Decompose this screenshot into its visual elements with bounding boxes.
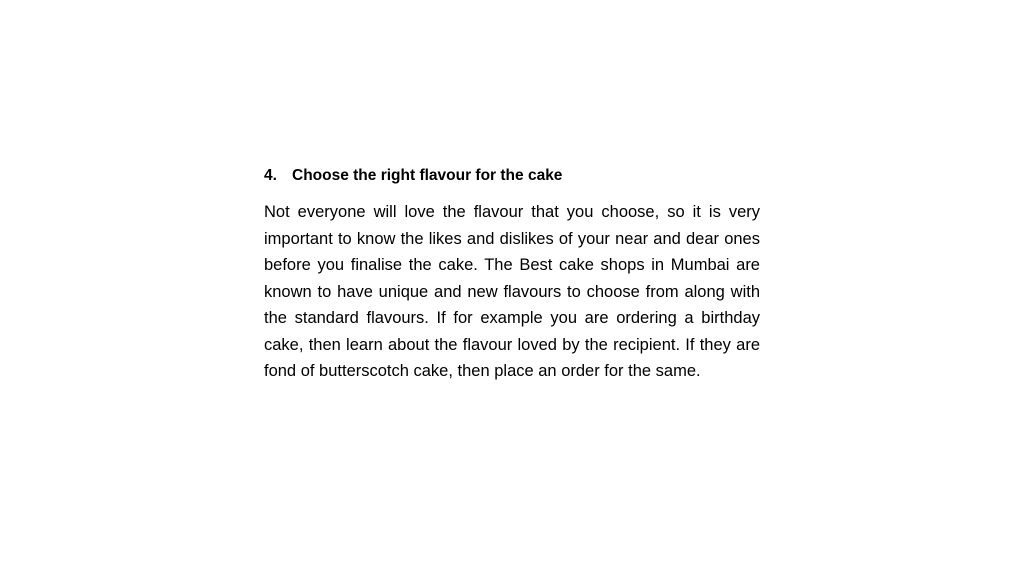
section-number: 4. — [264, 167, 277, 184]
section-paragraph: Not everyone will love the flavour that you choose, so it is very important to know the likes and dislikes of your near and dear ones before you finalise the cake. The Best cake shops in Mumbai are known to have unique and new flavours to choose from along with the standard flavours. If for example you are ordering a birthday cake, then learn about the flavour loved by the recipient. If they are fond of butterscotch cake, then place an order for the same. — [264, 203, 760, 380]
section-heading — [264, 163, 760, 189]
text-block — [264, 163, 760, 385]
section-title: Choose the right flavour for the cake — [292, 167, 563, 184]
